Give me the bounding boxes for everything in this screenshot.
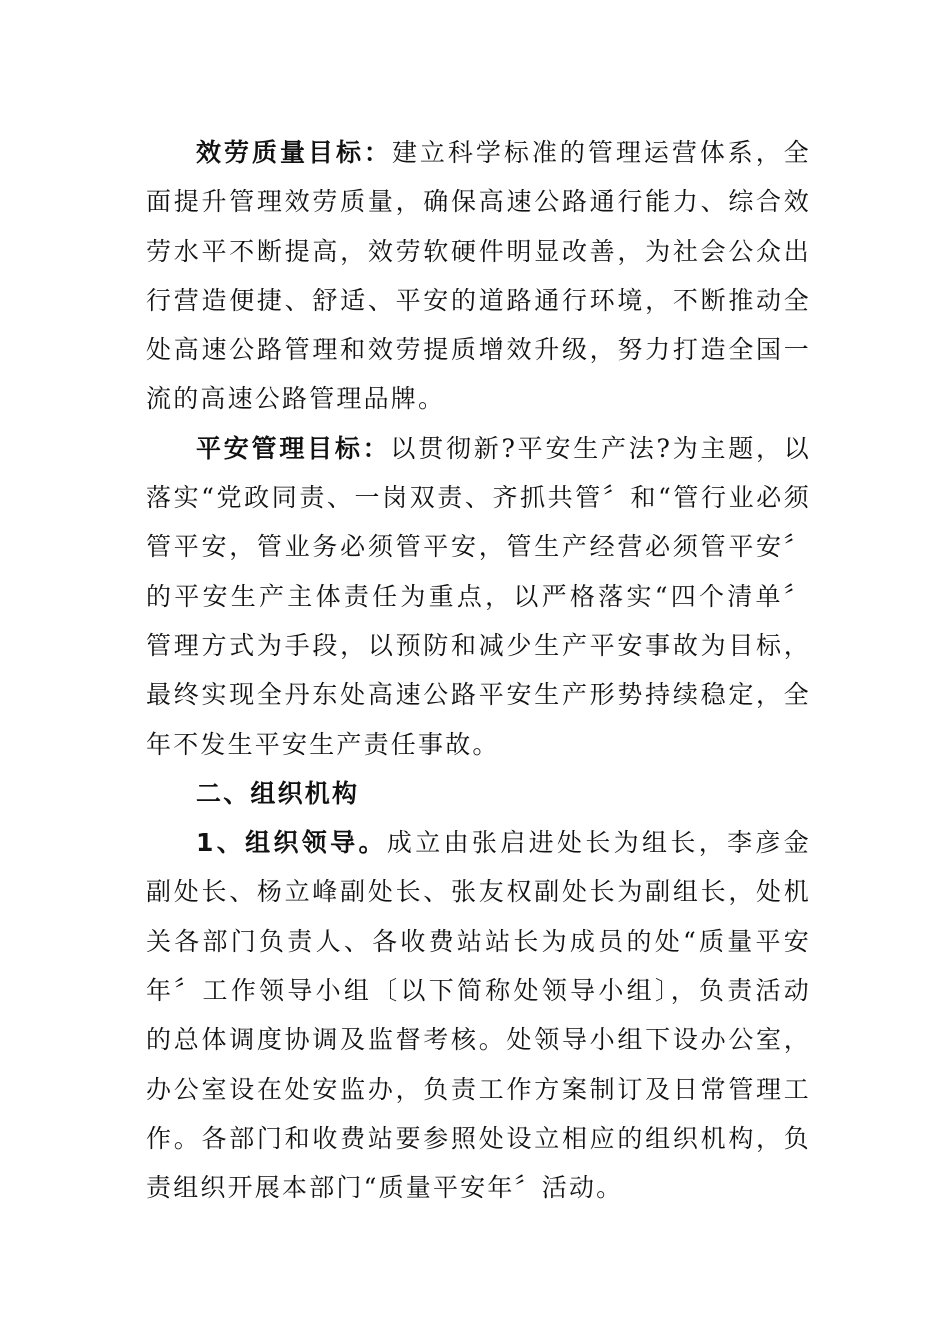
service-quality-goal-text: 建立科学标准的管理运营体系，全面提升管理效劳质量，确保高速公路通行能力、综合效劳水平不断提高，效劳软硬件明显改善，为社会公众出行营造便捷、舒适、平安的道路通行环境，不断推动全处高速公路管理和效劳提质增效升级，努力打造全国一流的高速公路管理品牌。 bbox=[146, 138, 811, 414]
paragraph-organization-leadership bbox=[146, 818, 811, 1212]
paragraph-service-quality-goal bbox=[146, 128, 811, 424]
organization-leadership-label: 1、组织领导。 bbox=[196, 828, 387, 858]
organization-leadership-text: 成立由张启进处长为组长，李彦金副处长、杨立峰副处长、张友权副处长为副组长，处机关各部门负责人、各收费站站长为成员的处“质量平安年〞工作领导小组〔以下简称处领导小组〕，负责活动的总体调度协调及监督考核。处领导小组下设办公室，办公室设在处安监办，负责工作方案制订及日常管理工作。各部门和收费站要参照处设立相应的组织机构，负责组织开展本部门“质量平安年〞活动。 bbox=[146, 828, 811, 1203]
paragraph-safety-management-goal bbox=[146, 424, 811, 769]
safety-management-goal-text: 以贯彻新?平安生产法?为主题，以落实“党政同责、一岗双责、齐抓共管〞和“管行业必须管平安，管业务必须管平安，管生产经营必须管平安〞的平安生产主体责任为重点，以严格落实“四个清单〞管理方式为手段，以预防和减少生产平安事故为目标，最终实现全丹东处高速公路平安生产形势持续稳定，全年不发生平安生产责任事故。 bbox=[146, 433, 811, 759]
document-body bbox=[146, 128, 811, 1213]
section-heading-organization: 二、组织机构 bbox=[196, 778, 360, 808]
safety-management-goal-label: 平安管理目标： bbox=[196, 433, 391, 463]
service-quality-goal-label: 效劳质量目标： bbox=[196, 138, 392, 167]
